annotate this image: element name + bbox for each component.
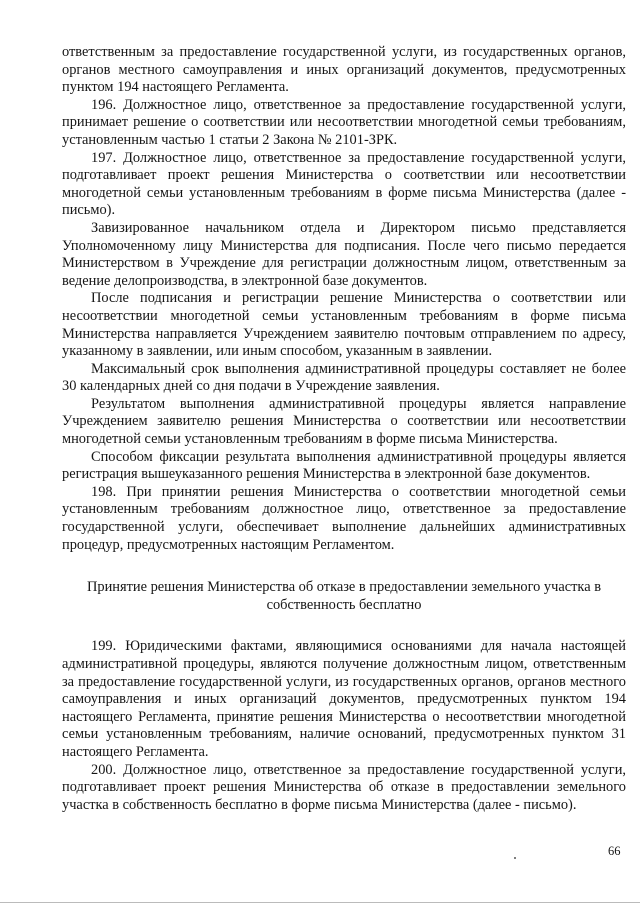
scan-edge-line — [0, 902, 640, 903]
paragraph-199: 199. Юридическими фактами, являющимися основаниями для начала настоящей административной процедуры, являются получение должностным лицом, ответственным за предоставление государственной услуги, из государственных органов, органов местного самоуправления и иных организаций документов, предусмотренных пунктом 194 настоящего Регламента, принятие решения Министерства о несоответствии многодетной семьи установленным требованиям, наличие оснований, предусмотренных пунктом 31 настоящего Регламента. — [62, 638, 626, 760]
paragraph-197: 197. Должностное лицо, ответственное за предоставление государственной услуги, подготавливает проект решения Министерства о соответствии или несоответствии многодетной семьи установленным требованиям в форме письма Министерства (далее - письмо). — [62, 149, 626, 219]
paragraph-result: Результатом выполнения административной процедуры является направление Учреждением заявителю решения Министерства о соответствии или несоответствии многодетной семьи установленным требованиям в форме письма Министерства. — [62, 395, 626, 448]
paragraph-continuation: ответственным за предоставление государственной услуги, из государственных органов, органов местного самоуправления и иных организаций документов, предусмотренных пунктом 194 настоящего Регламента. — [62, 44, 626, 96]
paragraph-196: 196. Должностное лицо, ответственное за предоставление государственной услуги, принимает решение о соответствии или несоответствии многодетной семьи требованиям, установленным частью 1 статьи 2 Закона № 2101-ЗРК. — [62, 96, 626, 148]
paragraph-signing: Завизированное начальником отдела и Директором письмо представляется Уполномоченному лицу Министерства для подписания. После чего письмо передается Министерством в Учреждение для регистрации должностным лицом, ответственным за ведение делопроизводства, в электронной базе документов. — [62, 219, 626, 289]
paragraph-200: 200. Должностное лицо, ответственное за предоставление государственной услуги, подготавливает проект решения Министерства об отказе в предоставлении земельного участка в собственность бесплатно в форме письма Министерства (далее - письмо). — [62, 761, 626, 813]
page-body — [62, 44, 626, 814]
paragraph-registration: После подписания и регистрации решение Министерства о соответствии или несоответствии многодетной семьи установленным требованиям в форме письма Министерства направляется Учреждением заявителю почтовым отправлением по адресу, указанному в заявлении, или иным способом, указанным в заявлении. — [62, 290, 626, 360]
paragraph-fixation: Способом фиксации результата выполнения административной процедуры является регистрация вышеуказанного решения Министерства в электронной базе документов. — [62, 448, 626, 483]
paragraph-max-term: Максимальный срок выполнения административной процедуры составляет не более 30 календарных дней со дня подачи в Учреждение заявления. — [62, 360, 626, 395]
section-heading: Принятие решения Министерства об отказе в предоставлении земельного участка в собственность бесплатно — [87, 579, 601, 613]
paragraph-198: 198. При принятии решения Министерства о соответствии многодетной семьи установленным требованиям должностное лицо, ответственное за предоставление государственной услуги, обеспечивает выполнение дальнейших административных процедур, предусмотренных настоящим Регламентом. — [62, 483, 626, 553]
scan-speck — [514, 857, 516, 859]
page-number: 66 — [608, 844, 621, 858]
